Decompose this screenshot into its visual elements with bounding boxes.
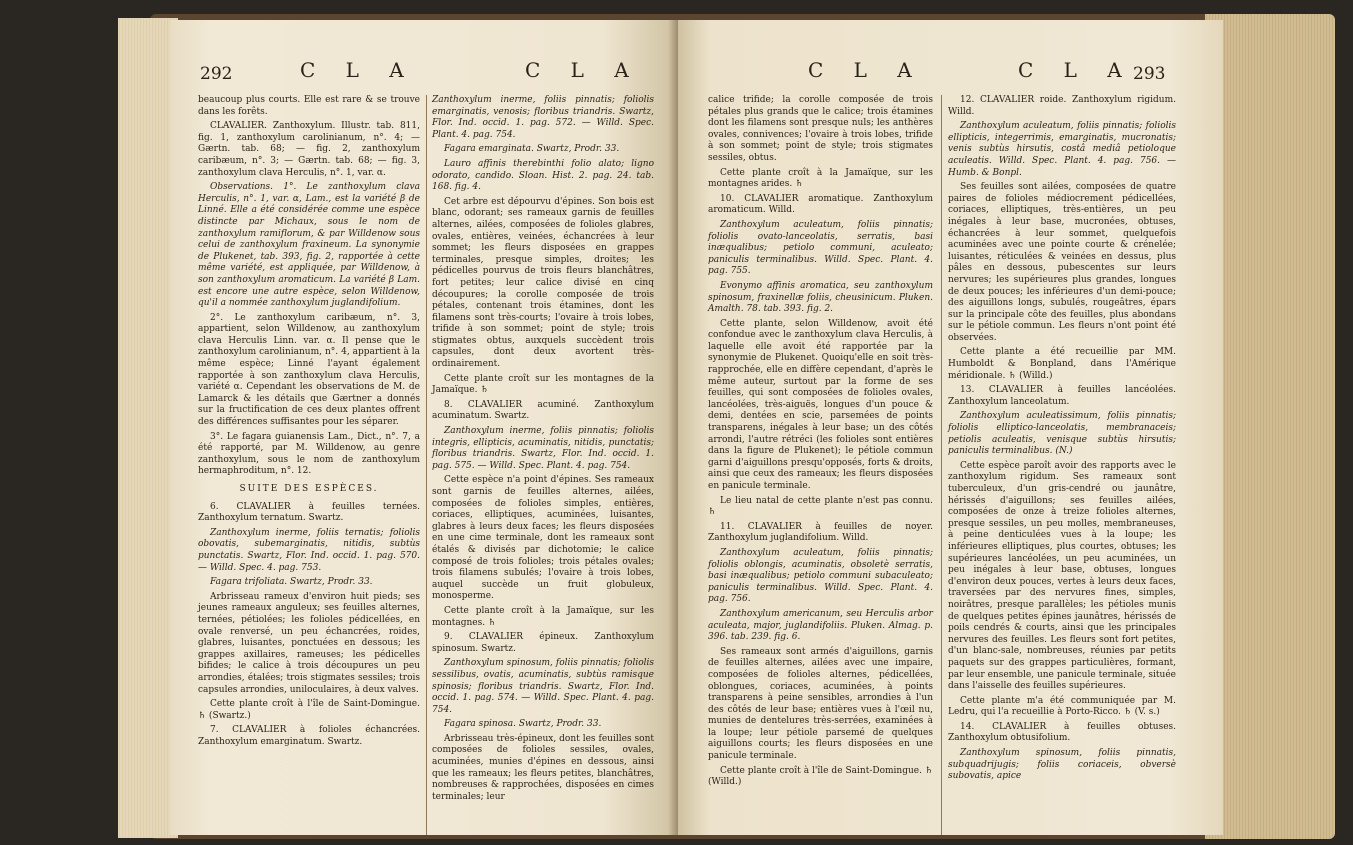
paragraph: Cette plante, selon Willdenow, avoit été confondue avec le zanthoxylum clava Herculis, à laquelle elle avoit été rapportée par la synonymie de Plukenet. Quoiqu'elle en soit très-rapprochée, elle en diffère cependant, d'après le même auteur, surtout par la forme de ses feuilles, qui sont composées de folioles ovales, lancéolées, très-aiguës, longues d'un pouce & demi, dentées en scie, parsemées de points transparens, inégales à leur base; un des côtés arrondi, l'autre rétréci (les folioles sont entières dans la figure de Plukenet); le pétiole commun garni d'aiguillons presqu'opposés, forts & droits, ainsi que ceux des rameaux; les fleurs disposées en panicule terminale. <box>708 318 933 491</box>
paragraph: Cette plante croît sur les montagnes de la Jamaïque. ♄ <box>432 373 654 396</box>
paragraph: Arbrisseau très-épineux, dont les feuilles sont composées de folioles sessiles, ovales, acuminées, munies d'épines en dessous, ainsi que les rameaux; les fleurs petites, blanchâtres, nombreuses & rapprochées, disposées en cimes terminales; leur <box>432 733 654 802</box>
paragraph: Zanthoxylum aculeatum, foliis pinnatis; foliolis ellipticis, integerrimis, emarginatis, mucronatis; venis subtùs hirsutis, costâ mediâ petioloque aculeatis. Willd. Spec. Plant. 4. pag. 756. — Humb. & Bonpl. <box>948 121 1176 178</box>
paragraph: Zanthoxylum inerme, foliis pinnatis; foliolis emarginatis, venosis; floribus triandris. Swartz, Flor. Ind. occid. 1. pag. 572. — Willd. Spec. Plant. 4. pag. 754. <box>432 95 654 140</box>
paragraph: Le lieu natal de cette plante n'est pas connu. ♄ <box>708 495 933 518</box>
right-page-edges <box>1205 14 1335 839</box>
right-column-2 <box>948 95 1176 786</box>
paragraph: Zanthoxylum aculeatum, foliis pinnatis; foliolis ovato-lanceolatis, serratis, basi inæqualibus; petiolo communi, aculeato; paniculis terminalibus. Willd. Spec. Plant. 4. pag. 755. <box>708 219 933 277</box>
paragraph: Zanthoxylum spinosum, foliis pinnatis, subquadrijugis; foliis coriaceis, obversè subovatis, apice <box>948 748 1176 782</box>
paragraph: Zanthoxylum aculeatum, foliis pinnatis; foliolis oblongis, acuminatis, obsoletè serratis, basi inæqualibus; petiolo communi subaculeato; paniculis terminalibus. Willd. Spec. Plant. 4. pag. 756. <box>708 547 933 605</box>
column-divider <box>941 95 942 835</box>
left-column-2 <box>432 95 654 806</box>
paragraph: Zanthoxylum americanum, seu Herculis arbor aculeata, major, juglandifoliis. Pluken. Almag. p. 396. tab. 239. fig. 6. <box>708 608 933 643</box>
left-header-left: C L A <box>300 58 416 82</box>
section-heading: SUITE DES ESPÈCES. <box>239 484 379 494</box>
paragraph: Evonymo affinis aromatica, seu zanthoxylum spinosum, fraxinellæ foliis, cheusinicum. Pluken. Amalth. 78. tab. 393. fig. 2. <box>708 280 933 315</box>
paragraph: Cette plante croît à l'île de Saint-Domingue. ♄ (Swartz.) <box>198 699 420 721</box>
paragraph: 2°. Le zanthoxylum caribæum, n°. 3, appartient, selon Willdenow, au zanthoxylum clava Herculis Linn. var. α. Il pense que le zanthoxylum carolinianum, n°. 4, appartient à la même espèce; Linné l'ayant également rapportée à son zanthoxylum clava Herculis, variété α. Cependant les observations de M. de Lamarck & les détails que Gærtner a donnés sur la fructification de ces deux plantes offrent des différences suffisantes pour les séparer. <box>198 312 420 428</box>
paragraph: 11. CLAVALIER à feuilles de noyer. Zanthoxylum juglandifolium. Willd. <box>708 521 933 544</box>
right-header-right: C L A <box>1018 58 1134 82</box>
paragraph: 7. CLAVALIER à folioles échancrées. Zanthoxylum emarginatum. Swartz. <box>198 725 420 747</box>
right-page <box>678 20 1223 835</box>
column-divider <box>426 95 427 835</box>
paragraph: Ses feuilles sont ailées, composées de quatre paires de folioles médiocrement pédicellées, coriaces, elliptiques, très-entières, un peu inégales à leur base, mucronées, obtuses, échancrées à leur sommet, quelquefois acuminées avec une pointe courte & crénelée; luisantes, réticulées & veinées en dessus, plus pâles en dessous, pubescentes sur leurs nervures; les supérieures plus grandes, longues de deux pouces; les inférieures d'un demi-pouce; des aiguillons longs, subulés, rougeâtres, épars sur la principale côte des feuilles, plus abondans sur le pétiole commun. Les fleurs n'ont point été observées. <box>948 182 1176 343</box>
paragraph: Zanthoxylum aculeatissimum, foliis pinnatis; foliolis elliptico-lanceolatis, membranaceis; petiolis aculeatis, venisque subtùs hirsutis; paniculis terminalibus. (N.) <box>948 411 1176 457</box>
paragraph: 12. CLAVALIER roide. Zanthoxylum rigidum. Willd. <box>948 95 1176 117</box>
paragraph: Cette plante croît à la Jamaïque, sur les montagnes. ♄ <box>432 605 654 628</box>
paragraph: 13. CLAVALIER à feuilles lancéolées. Zanthoxylum lanceolatum. <box>948 385 1176 407</box>
left-header-right: C L A <box>525 58 641 82</box>
paragraph: Cette espèce n'a point d'épines. Ses rameaux sont garnis de feuilles alternes, ailées, composées de folioles simples, entières, coriaces, elliptiques, acuminées, luisantes, glabres à leurs deux faces; les fleurs disposées en une cime terminale, dont les rameaux sont étalés & divisés par dichotomie; le calice composé de trois folioles; trois pétales ovales; trois filamens subulés; l'ovaire à trois lobes, auquel succède un fruit globuleux, monosperme. <box>432 475 654 602</box>
left-page-edges <box>118 18 178 838</box>
paragraph: 6. CLAVALIER à feuilles ternées. Zanthoxylum ternatum. Swartz. <box>198 501 420 524</box>
paragraph: Cette plante croît à la Jamaïque, sur les montagnes arides. ♄ <box>708 167 933 190</box>
paragraph: Zanthoxylum spinosum, foliis pinnatis; foliolis sessilibus, ovatis, acuminatis, subtùs ramisque spinosis; floribus triandris. Swartz, Flor. Ind. occid. 1. pag. 574. — Willd. Spec. Plant. 4. pag. 754. <box>432 658 654 715</box>
right-page-number: 293 <box>1133 64 1166 84</box>
paragraph: 9. CLAVALIER épineux. Zanthoxylum spinosum. Swartz. <box>432 632 654 654</box>
left-column-1 <box>198 95 420 751</box>
paragraph: Cette espèce paroît avoir des rapports avec le zanthoxylum rigidum. Ses rameaux sont tuberculeux, d'un gris-cendré ou jaunâtre, hérissés d'aiguillons; ses feuilles ailées, composées de onze à treize folioles alternes, presque sessiles, un peu molles, membraneuses, à peine denticulées vues à la loupe; les inférieures elliptiques, plus courtes, obtuses; les supérieures lancéolées, un peu acuminées, un peu inégales à leur base, obtuses, longues d'environ deux pouces, vertes à leurs deux faces, traversées par des nervures fines, simples, noirâtres, presque parallèles; les pétioles munis de quelques petites épines jaunâtres, hérissés de poils cendrés & courts, ainsi que les principales nervures des feuilles. Les fleurs sont fort petites, d'un blanc-sale, nombreuses, réunies par petits paquets sur des grappes particulières, formant, par leur ensemble, une panicule terminale, située dans l'aisselle des feuilles supérieures. <box>948 460 1176 692</box>
paragraph: Cet arbre est dépourvu d'épines. Son bois est blanc, odorant; ses rameaux garnis de feuilles alternes, ailées, composées de folioles glabres, ovales, entières, veinées, échancrées à leur sommet; les fleurs disposées en grappes terminales, presque simples, droites; les pédicelles pourvus de trois fleurs blanchâtres, fort petites; leur calice divisé en cinq découpures; la corolle composée de trois pétales, contenant trois étamines, dont les filamens sont très-courts; l'ovaire à trois lobes, trifide à son sommet; point de style; trois stigmates obtus, auxquels succèdent trois capsules, dont deux avortent très-ordinairement. <box>432 196 654 370</box>
paragraph: Observations. 1°. Le zanthoxylum clava Herculis, n°. 1, var. α, Lam., est la variété β de Linné. Elle a été considérée comme une espèce distincte par Michaux, sous le nom de zanthoxylum ramiflorum, & par Willdenow sous celui de zanthoxylum fraxineum. La synonymie de Plukenet, tab. 393, fig. 2, rapportée à cette même variété, est appliquée, par Willdenow, à son zanthoxylum aromaticum. La variété β Lam. est encore une autre espèce, selon Willdenow, qu'il a nommée zanthoxylum juglandifolium. <box>198 182 420 309</box>
paragraph: calice trifide; la corolle composée de trois pétales plus grands que le calice; trois étamines dont les filamens sont presque nuls; les anthères ovales, connivences; l'ovaire à trois lobes, trifide à son sommet; point de style; trois stigmates sessiles, obtus. <box>708 95 933 163</box>
paragraph: Ses rameaux sont armés d'aiguillons, garnis de feuilles alternes, ailées avec une impaire, composées de folioles alternes, pédicellées, oblongues, coriaces, acuminées, à points transparens à peine sensibles, arrondies à l'un des côtés de leur base; entières vues à l'œil nu, munies de dentelures très-serrées, examinées à la loupe; leur pétiole parsemé de quelques aiguillons courts; les fleurs disposées en une panicule terminale. <box>708 646 933 762</box>
paragraph: CLAVALIER. Zanthoxylum. Illustr. tab. 811, fig. 1, zanthoxylum carolinianum, n°. 4; — Gærtn. tab. 68; — fig. 2, zanthoxylum caribæum, n°. 3; — Gærtn. tab. 68; — fig. 3, zanthoxylum clava Herculis, n°. 1, var. α. <box>198 121 420 178</box>
paragraph: Zanthoxylum inerme, foliis pinnatis; foliolis integris, ellipticis, acuminatis, nitidis, punctatis; floribus triandris. Swartz, Flor. Ind. occid. 1. pag. 575. — Willd. Spec. Plant. 4. pag. 754. <box>432 426 654 471</box>
paragraph: Fagara spinosa. Swartz, Prodr. 33. <box>444 719 602 730</box>
left-page <box>170 20 678 835</box>
paragraph: Cette plante a été recueillie par MM. Humboldt & Bonpland, dans l'Amérique méridionale. ♄ (Willd.) <box>948 347 1176 381</box>
paragraph: 14. CLAVALIER à feuilles obtuses. Zanthoxylum obtusifolium. <box>948 721 1176 744</box>
paragraph: 3°. Le fagara guianensis Lam., Dict., n°. 7, a été rapporté, par M. Willdenow, au genre zanthoxylum, sous le nom de zanthoxylum hermaphroditum, n°. 12. <box>198 431 420 477</box>
paragraph: Lauro affinis therebinthi folio alato; ligno odorato, candido. Sloan. Hist. 2. pag. 24. tab. 168. fig. 4. <box>432 158 654 193</box>
paragraph: Cette plante croît à l'île de Saint-Domingue. ♄ (Willd.) <box>708 765 933 788</box>
paragraph: Fagara emarginata. Swartz, Prodr. 33. <box>444 144 620 155</box>
right-column-1 <box>708 95 933 792</box>
paragraph: 8. CLAVALIER acuminé. Zanthoxylum acuminatum. Swartz. <box>432 399 654 422</box>
paragraph: Arbrisseau rameux d'environ huit pieds; ses jeunes rameaux anguleux; ses feuilles alternes, ternées, pétiolées; les folioles pédicellées, en ovale renversé, un peu échancrées, roides, glabres, luisantes, ponctuées en dessous; les grappes axillaires, rameuses; les pédicelles bifides; le calice à trois découpures un peu arrondies, étalées; trois stigmates sessiles; trois capsules arrondies, uniloculaires, à deux valves. <box>198 591 420 695</box>
paragraph: Cette plante m'a été communiquée par M. Ledru, qui l'a recueillie à Porto-Ricco. ♄ (V. s.) <box>948 695 1176 718</box>
left-page-number: 292 <box>200 64 233 84</box>
paragraph: 10. CLAVALIER aromatique. Zanthoxylum aromaticum. Willd. <box>708 193 933 216</box>
paragraph: Zanthoxylum inerme, foliis ternatis; foliolis obovatis, subemarginatis, nitidis, subtùs punctatis. Swartz, Flor. Ind. occid. 1. pag. 570. — Willd. Spec. 4. pag. 753. <box>198 527 420 573</box>
paragraph: beaucoup plus courts. Elle est rare & se trouve dans les forêts. <box>198 95 420 117</box>
right-header-left: C L A <box>808 58 924 82</box>
paragraph: Fagara trifoliata. Swartz, Prodr. 33. <box>210 577 373 588</box>
